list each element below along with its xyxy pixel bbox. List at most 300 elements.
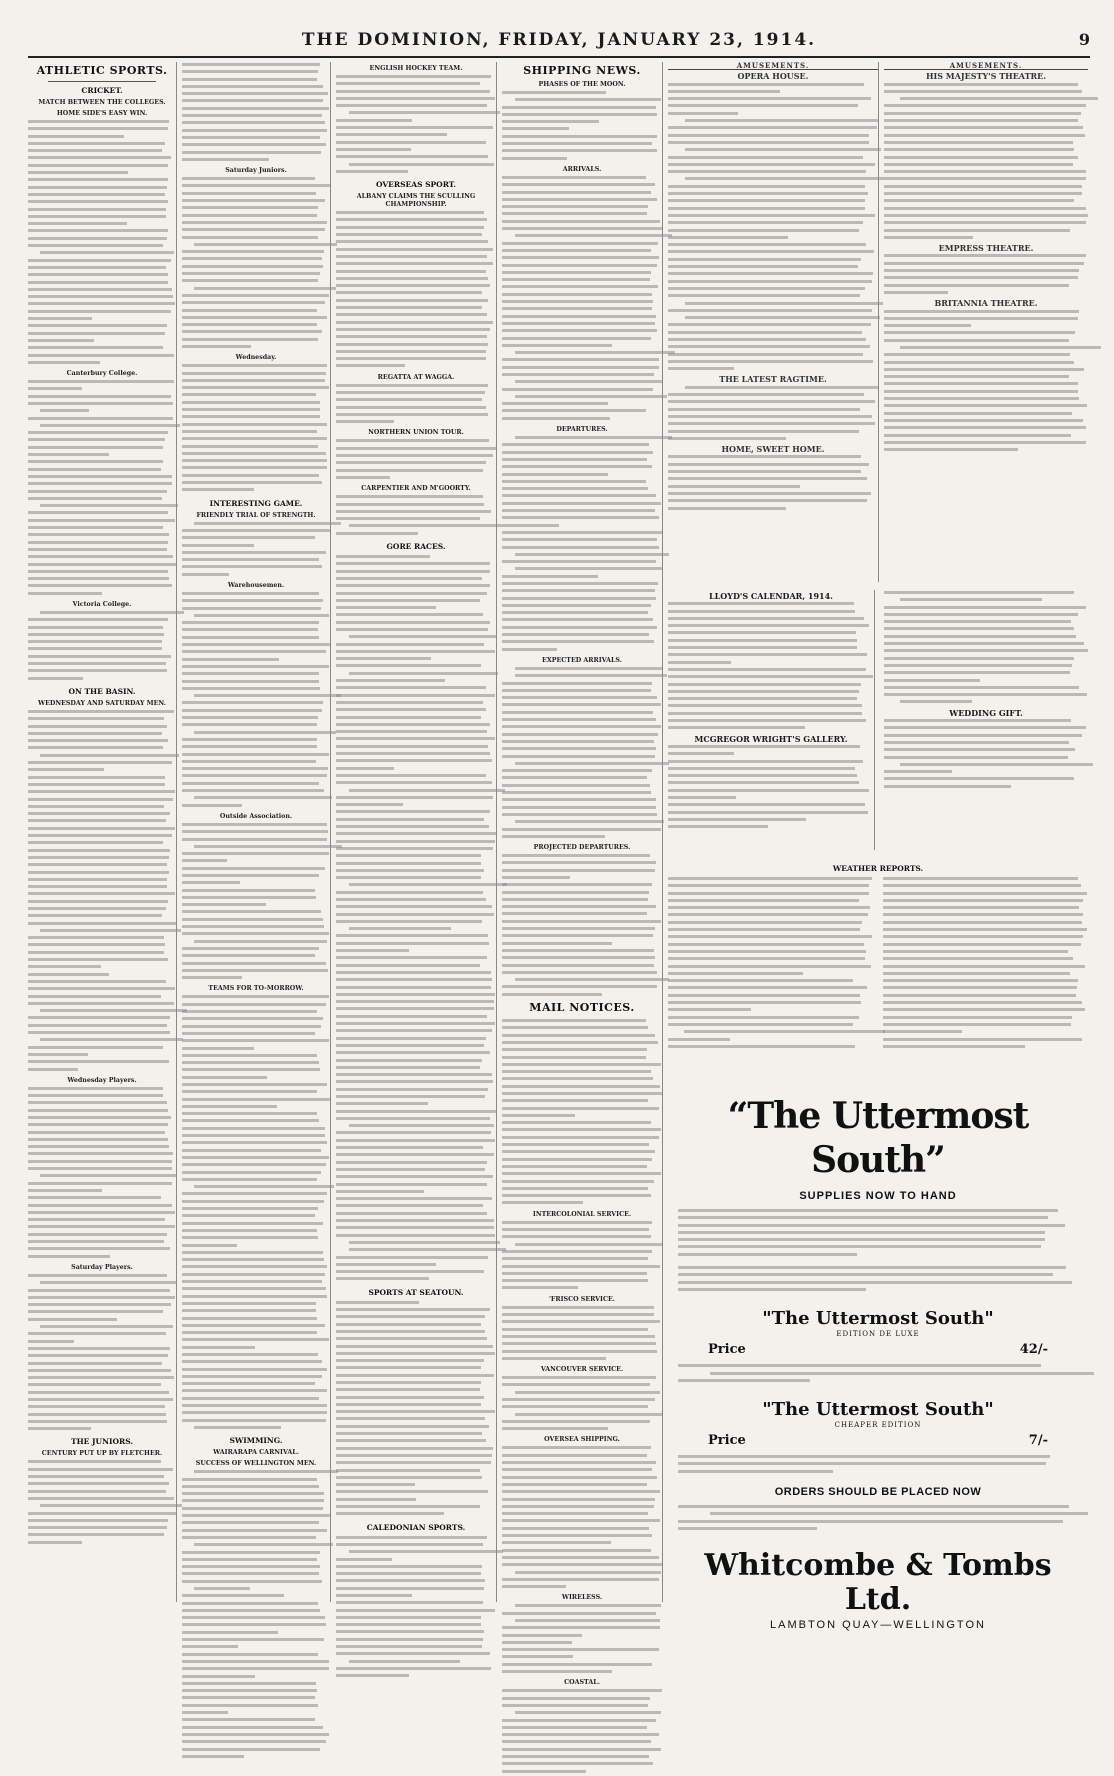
text-line (28, 1518, 176, 1525)
table-body (502, 1445, 662, 1591)
article-body (502, 853, 662, 999)
text-line (182, 385, 330, 392)
text-line (336, 1380, 496, 1387)
text-line (182, 598, 330, 605)
text-line (678, 1287, 1078, 1294)
text-line (502, 717, 662, 724)
text-line (884, 268, 1088, 275)
text-line (668, 286, 878, 293)
text-line (28, 899, 176, 906)
text-line (336, 276, 496, 283)
subhead-caledonian: CALEDONIAN SPORTS. (366, 1522, 466, 1532)
text-line (336, 1387, 496, 1394)
text-line (182, 1586, 330, 1593)
text-line (182, 759, 330, 766)
text-line (502, 314, 662, 321)
text-line (182, 888, 330, 895)
text-line (28, 1166, 176, 1173)
text-line (502, 1062, 662, 1069)
text-line (182, 606, 330, 613)
text-line (336, 312, 496, 319)
text-line (502, 1069, 662, 1076)
text-line (28, 1467, 176, 1474)
text-line (336, 736, 496, 743)
text-line (28, 1137, 176, 1144)
scorecard (182, 363, 330, 494)
text-line (182, 1637, 330, 1644)
text-line (182, 249, 330, 256)
text-line (502, 1375, 662, 1382)
text-line (336, 1608, 496, 1615)
text-line (28, 345, 176, 352)
text-line (182, 1528, 330, 1535)
text-line (336, 254, 496, 261)
uttermost-south-ad (668, 1080, 1088, 1632)
text-line (668, 949, 873, 956)
text-line (502, 1242, 662, 1249)
text-line (28, 1503, 176, 1510)
text-line (884, 718, 1088, 725)
text-line (182, 1286, 330, 1293)
text-line (182, 649, 330, 656)
text-line (884, 103, 1088, 110)
text-line (28, 1045, 176, 1052)
text-line (28, 1390, 176, 1397)
text-line (883, 978, 1088, 985)
text-line (336, 1615, 496, 1622)
text-line (502, 1475, 662, 1482)
text-line (502, 1453, 662, 1460)
text-line (28, 745, 176, 752)
text-line (182, 1498, 330, 1505)
text-line (678, 1378, 1078, 1385)
text-line (883, 883, 1088, 890)
text-line (28, 877, 176, 884)
text-line (668, 920, 873, 927)
text-line (336, 125, 496, 132)
text-line (668, 315, 878, 322)
text-line (884, 213, 1088, 220)
text-line (336, 1497, 496, 1504)
text-line (336, 1542, 496, 1549)
text-line (182, 1367, 330, 1374)
text-line (883, 1044, 1088, 1051)
text-line (668, 264, 878, 271)
text-line (182, 1133, 330, 1140)
text-line (502, 141, 662, 148)
text-line (502, 1625, 662, 1632)
subhead-vancouver: VANCOUVER SERVICE. (540, 1366, 624, 1374)
text-line (336, 1402, 496, 1409)
text-line (502, 372, 662, 379)
text-line (884, 403, 1088, 410)
ad-home-sweet-home: HOME, SWEET HOME. (721, 444, 825, 455)
text-line (502, 1504, 662, 1511)
subhead-colleges: MATCH BETWEEN THE COLLEGES. (38, 99, 166, 106)
text-line (668, 711, 874, 718)
text-line (336, 1344, 496, 1351)
ad-body (884, 253, 1088, 297)
text-line (336, 74, 496, 81)
text-line (336, 169, 496, 176)
text-line (336, 1336, 496, 1343)
column-sports-2 (182, 62, 331, 1602)
text-line (28, 481, 176, 488)
text-line (182, 278, 330, 285)
text-line (336, 1276, 496, 1283)
text-line (182, 591, 330, 598)
text-line (336, 1438, 496, 1445)
text-line (336, 468, 496, 475)
text-line (336, 1072, 496, 1079)
text-line (28, 1489, 176, 1496)
text-line (28, 1404, 176, 1411)
text-line (336, 1416, 496, 1423)
text-line (668, 366, 878, 373)
text-line (336, 1358, 496, 1365)
text-line (668, 191, 878, 198)
text-line (336, 707, 496, 714)
section-cricket: CRICKET. (81, 86, 123, 95)
text-line (28, 1288, 176, 1295)
text-line (182, 788, 330, 795)
text-line (502, 882, 662, 889)
text-line (336, 678, 496, 685)
text-line (28, 870, 176, 877)
text-line (502, 603, 662, 610)
text-line (28, 309, 176, 316)
text-line (182, 1257, 330, 1264)
text-line (668, 766, 874, 773)
text-line (883, 934, 1088, 941)
text-line (502, 277, 662, 284)
text-line (28, 1093, 176, 1100)
text-line (678, 1511, 1078, 1518)
text-line (678, 1265, 1078, 1272)
text-line (336, 412, 496, 419)
subhead-hockey: ENGLISH HOCKEY TEAM. (369, 65, 463, 72)
text-line (182, 1644, 330, 1651)
text-line (668, 111, 878, 118)
article-body (502, 175, 662, 423)
text-line (502, 1611, 662, 1618)
text-line (182, 1177, 330, 1184)
text-line (28, 1173, 176, 1180)
text-line (28, 935, 176, 942)
text-line (668, 213, 878, 220)
text-line (182, 564, 330, 571)
text-line (28, 1052, 176, 1059)
text-line (678, 1280, 1078, 1287)
text-line (28, 401, 176, 408)
text-line (502, 1171, 662, 1178)
text-line (502, 1220, 662, 1227)
text-line (28, 243, 176, 250)
text-line (336, 1600, 496, 1607)
text-line (336, 1659, 496, 1666)
text-line (182, 975, 330, 982)
text-line (678, 1252, 1078, 1259)
text-line (28, 1059, 176, 1066)
text-line (884, 290, 1088, 297)
text-line (182, 1571, 330, 1578)
text-line (28, 331, 176, 338)
masthead (28, 30, 1090, 58)
text-line (28, 576, 176, 583)
text-line (883, 1029, 1088, 1036)
text-line (336, 1651, 496, 1658)
text-line (336, 1365, 496, 1372)
text-line (28, 1037, 176, 1044)
text-line (502, 1669, 662, 1676)
text-line (668, 301, 878, 308)
text-line (884, 253, 1088, 260)
text-line (502, 379, 662, 386)
text-line (182, 1388, 330, 1395)
text-line (668, 506, 878, 513)
text-line (28, 716, 176, 723)
text-line (182, 1469, 330, 1476)
text-line (502, 681, 662, 688)
text-line (182, 613, 330, 620)
text-line (182, 1323, 330, 1330)
text-line (28, 1317, 176, 1324)
text-line (28, 1525, 176, 1532)
text-line (502, 321, 662, 328)
text-line (502, 1356, 662, 1363)
text-line (668, 601, 874, 608)
text-line (336, 583, 496, 590)
text-line (502, 190, 662, 197)
text-line (182, 1674, 330, 1681)
text-line (502, 926, 662, 933)
text-line (28, 583, 176, 590)
text-line (502, 241, 662, 248)
text-line (884, 656, 1088, 663)
ad-body (884, 590, 1088, 707)
text-line (336, 1468, 496, 1475)
text-line (502, 1570, 662, 1577)
text-line (336, 460, 496, 467)
article-body (336, 1535, 496, 1681)
text-line (668, 352, 878, 359)
text-line (668, 359, 878, 366)
text-line (182, 84, 330, 91)
text-line (502, 530, 662, 537)
text-line (182, 946, 330, 953)
text-line (182, 521, 330, 528)
text-line (336, 1629, 496, 1636)
text-line (182, 1264, 330, 1271)
ad-body (668, 601, 874, 732)
text-line (502, 211, 662, 218)
text-line (28, 826, 176, 833)
text-line (502, 1747, 662, 1754)
weather-body (668, 876, 1088, 1051)
text-line (668, 891, 873, 898)
text-line (28, 661, 176, 668)
ad-wedding-gift: WEDDING GIFT. (949, 707, 1023, 718)
text-line (182, 1608, 330, 1615)
text-line (336, 210, 496, 217)
text-line (182, 1162, 330, 1169)
text-line (502, 1761, 662, 1768)
text-line (28, 767, 176, 774)
text-line (182, 1695, 330, 1702)
column-athletic-sports (28, 62, 177, 1602)
text-line (884, 309, 1088, 316)
text-line (336, 397, 496, 404)
text-line (182, 1506, 330, 1513)
text-line (182, 1228, 330, 1235)
text-line (182, 1235, 330, 1242)
ad-body (678, 1504, 1078, 1533)
text-line (182, 322, 330, 329)
text-line (182, 1330, 330, 1337)
text-line (502, 537, 662, 544)
text-line (502, 1149, 662, 1156)
text-line (182, 344, 330, 351)
subhead-friendly-trial: FRIENDLY TRIAL OF STRENGTH. (196, 511, 316, 519)
text-line (182, 422, 330, 429)
ad-body (884, 309, 1088, 455)
text-line (336, 225, 496, 232)
text-line (28, 994, 176, 1001)
text-line (182, 407, 330, 414)
text-line (182, 1747, 330, 1754)
text-line (884, 374, 1088, 381)
text-line (28, 753, 176, 760)
text-line (336, 693, 496, 700)
text-line (182, 1410, 330, 1417)
text-line (502, 805, 662, 812)
text-line (336, 334, 496, 341)
subhead-oversea-shipping: OVERSEA SHIPPING. (544, 1436, 620, 1444)
scorecard (182, 62, 330, 164)
text-line (28, 510, 176, 517)
text-line (502, 1640, 662, 1647)
text-line (502, 632, 662, 639)
text-line (182, 1622, 330, 1629)
text-line (502, 1312, 662, 1319)
text-line (336, 1475, 496, 1482)
text-line (502, 1445, 662, 1452)
text-line (28, 1203, 176, 1210)
text-line (182, 803, 330, 810)
text-line (182, 543, 330, 550)
text-line (502, 1305, 662, 1312)
text-line (502, 299, 662, 306)
edition-deluxe-price (708, 1342, 1048, 1357)
text-line (28, 1246, 176, 1253)
text-line (28, 518, 176, 525)
text-line (336, 1094, 496, 1101)
ad-body (884, 82, 1088, 243)
text-line (502, 1654, 662, 1661)
scorecard (28, 1086, 176, 1261)
text-line (502, 226, 662, 233)
text-line (336, 868, 496, 875)
text-line (336, 475, 496, 482)
text-line (336, 715, 496, 722)
text-line (336, 162, 496, 169)
text-line (336, 904, 496, 911)
text-line (28, 950, 176, 957)
text-line (182, 909, 330, 916)
text-line (668, 322, 878, 329)
text-line (182, 150, 330, 157)
text-line (182, 1739, 330, 1746)
text-line (502, 479, 662, 486)
text-line (28, 437, 176, 444)
text-line (502, 248, 662, 255)
text-line (668, 385, 878, 392)
text-line (502, 1327, 662, 1334)
text-line (668, 89, 878, 96)
text-line (28, 1130, 176, 1137)
text-line (502, 1018, 662, 1025)
text-line (502, 1497, 662, 1504)
subhead-seatoun: SPORTS AT SEATOUN. (368, 1287, 464, 1297)
text-line (668, 660, 874, 667)
text-line (182, 1206, 330, 1213)
text-line (336, 1578, 496, 1585)
text-line (884, 769, 1088, 776)
text-line (668, 912, 873, 919)
text-line (28, 928, 176, 935)
text-line (336, 1446, 496, 1453)
text-line (182, 837, 330, 844)
text-line (668, 82, 878, 89)
text-line (28, 972, 176, 979)
text-line (502, 739, 662, 746)
ad-body (678, 1454, 1078, 1476)
text-line (336, 671, 496, 678)
text-line (336, 509, 496, 516)
text-line (336, 405, 496, 412)
text-line (502, 1157, 662, 1164)
text-line (336, 795, 496, 802)
text-line (182, 1199, 330, 1206)
text-line (502, 1562, 662, 1569)
text-line (678, 1237, 1078, 1244)
text-line (668, 242, 878, 249)
text-line (668, 810, 874, 817)
text-line (28, 775, 176, 782)
text-line (502, 890, 662, 897)
text-line (182, 822, 330, 829)
text-line (336, 875, 496, 882)
text-line (182, 1579, 330, 1586)
text-line (502, 588, 662, 595)
text-line (28, 1324, 176, 1331)
text-line (336, 963, 496, 970)
text-line (884, 740, 1088, 747)
text-line (502, 1725, 662, 1732)
text-line (336, 620, 496, 627)
text-line (336, 729, 496, 736)
text-line (28, 709, 176, 716)
text-line (182, 895, 330, 902)
text-line (28, 840, 176, 847)
text-line (502, 545, 662, 552)
text-line (182, 572, 330, 579)
text-line (502, 977, 662, 984)
article-body (28, 709, 176, 1074)
text-line (502, 610, 662, 617)
text-line (884, 162, 1088, 169)
text-line (336, 1453, 496, 1460)
